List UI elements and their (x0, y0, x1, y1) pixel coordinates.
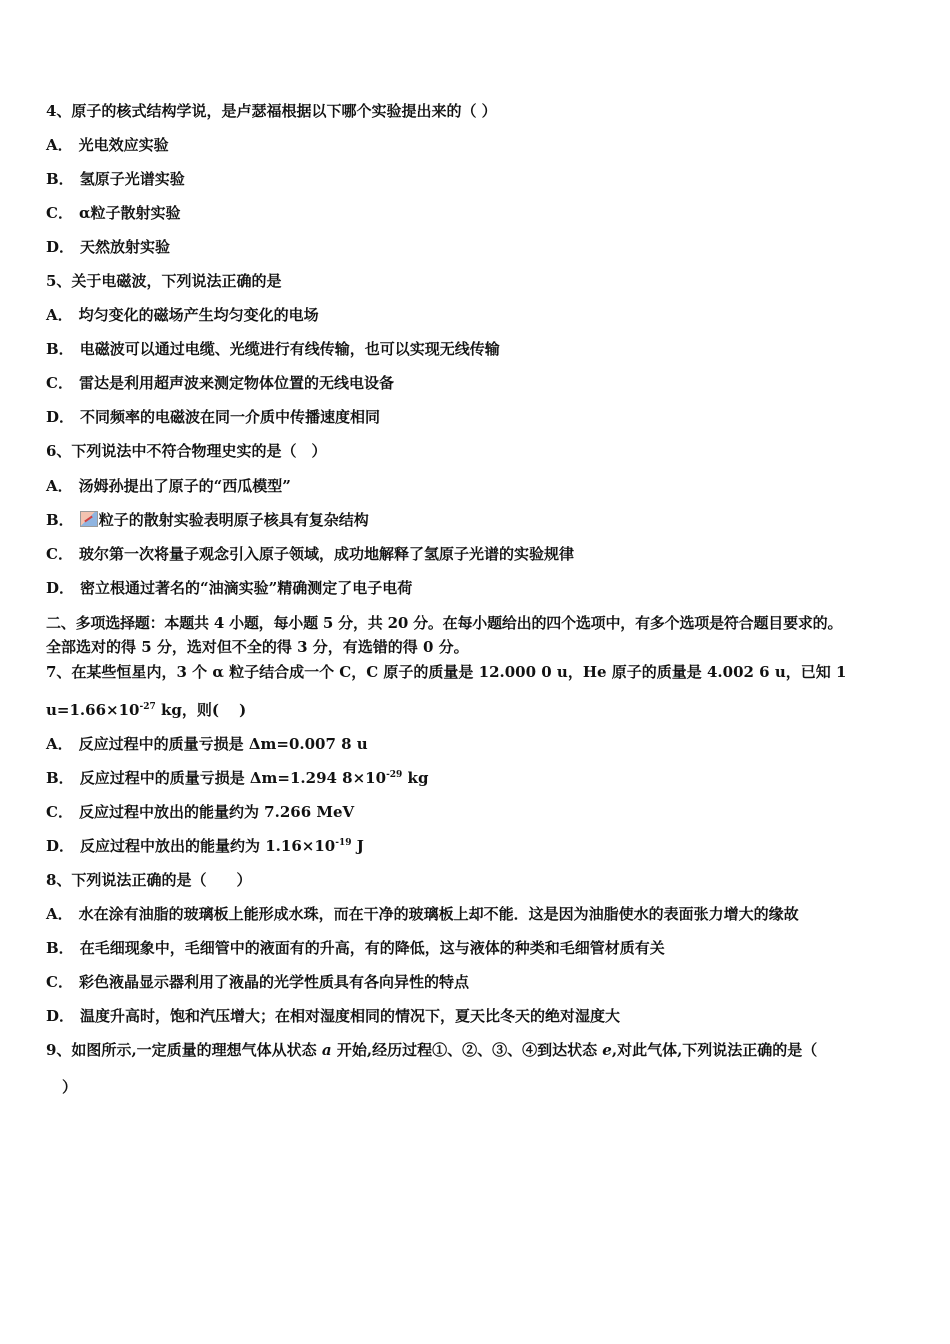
q9-state-a: a (321, 1041, 332, 1059)
option-label: A． (46, 136, 73, 154)
q5-stem: 5、关于电磁波，下列说法正确的是 (46, 272, 282, 290)
option-label: C． (46, 374, 73, 392)
q5-option-d (46, 407, 380, 427)
section2-instructions-line2: 全部选对的得 5 分，选对但不全的得 3 分，有选错的得 0 分。 (46, 638, 469, 656)
q7-stem-text: kg，则( ) (155, 701, 247, 719)
q8-option-d (46, 1006, 620, 1026)
q4-stem: 4、原子的核式结构学说，是卢瑟福根据以下哪个实验提出来的（ ） (46, 102, 497, 120)
q6-option-d (46, 578, 412, 598)
option-text: kg (402, 769, 429, 787)
q9-stem-text: ,对此气体,下列说法正确的是（ (611, 1041, 818, 1059)
option-label: A． (46, 735, 73, 753)
q5-option-c (46, 373, 394, 393)
q7-stem-line2 (46, 700, 246, 720)
q4-option-b (46, 169, 185, 189)
option-text: 密立根通过著名的“油滴实验”精确测定了电子电荷 (80, 579, 413, 597)
option-label: A． (46, 306, 73, 324)
q8-stem: 8、下列说法正确的是（ ） (46, 871, 252, 889)
option-text: 反应过程中放出的能量约为 1.16×10 (80, 837, 336, 855)
q4-option-a (46, 135, 169, 155)
option-label: B． (46, 769, 74, 787)
option-label: D． (46, 238, 75, 256)
q9-state-e: e (602, 1041, 612, 1059)
option-text: 氢原子光谱实验 (79, 170, 185, 188)
q6-stem: 6、下列说法中不符合物理史实的是（ ） (46, 442, 327, 460)
broken-image-icon (80, 511, 98, 527)
option-text: 雷达是利用超声波来测定物体位置的无线电设备 (78, 374, 394, 392)
option-text: 水在涂有油脂的玻璃板上能形成水珠，而在干净的玻璃板上却不能．这是因为油脂使水的表面张力增大的缘故 (78, 905, 799, 923)
option-text: 反应过程中的质量亏损是 Δm=1.294 8×10 (79, 769, 387, 787)
option-label: D． (46, 408, 75, 426)
option-text: 温度升高时，饱和汽压增大；在相对湿度相同的情况下，夏天比冬天的绝对湿度大 (80, 1007, 621, 1025)
q7-option-c (46, 802, 354, 822)
option-exponent: -19 (335, 838, 352, 848)
option-text: 不同频率的电磁波在同一介质中传播速度相同 (80, 408, 381, 426)
option-label: C． (46, 545, 73, 563)
option-label: D． (46, 579, 75, 597)
option-text: 彩色液晶显示器利用了液晶的光学性质具有各向异性的特点 (78, 973, 469, 991)
option-label: C． (46, 204, 73, 222)
option-text: 光电效应实验 (78, 136, 169, 154)
q7-stem-text: u=1.66×10 (46, 701, 140, 719)
option-text: 天然放射实验 (80, 238, 171, 256)
q5-option-b (46, 339, 500, 359)
q7-exponent: -27 (139, 702, 156, 712)
q6-option-a (46, 476, 291, 496)
option-text: 反应过程中的质量亏损是 Δm=0.007 8 u (78, 735, 368, 753)
option-label: A． (46, 477, 73, 495)
option-label: C． (46, 803, 73, 821)
option-text: J (351, 837, 364, 855)
q4-option-c (46, 203, 181, 223)
q8-option-b (46, 938, 665, 958)
q8-option-a (46, 904, 799, 924)
q7-option-d (46, 836, 364, 856)
q6-option-b (46, 510, 369, 530)
option-label: B． (46, 511, 74, 529)
option-text: 反应过程中放出的能量约为 7.266 MeV (78, 803, 355, 821)
q9-stem-line2: ） (62, 1078, 78, 1096)
option-label: B． (46, 170, 74, 188)
q7-option-b (46, 768, 428, 788)
option-exponent: -29 (386, 770, 403, 780)
option-text: 玻尔第一次将量子观念引入原子领域，成功地解释了氢原子光谱的实验规律 (78, 545, 574, 563)
option-text: 在毛细现象中，毛细管中的液面有的升高，有的降低，这与液体的种类和毛细管材质有关 (79, 939, 665, 957)
option-label: B． (46, 340, 74, 358)
q9-stem-text: 开始,经历过程①、②、③、④到达状态 (331, 1041, 603, 1059)
q6-option-c (46, 544, 574, 564)
option-text: 均匀变化的磁场产生均匀变化的电场 (78, 306, 319, 324)
q5-option-a (46, 305, 319, 325)
option-text: 粒子的散射实验表明原子核具有复杂结构 (98, 511, 369, 529)
q8-option-c (46, 972, 469, 992)
q7-stem-line1: 7、在某些恒星内，3 个 α 粒子结合成一个 C，C 原子的质量是 12.000 0 u，He 原子的质量是 4.002 6 u，已知 1 (46, 663, 847, 681)
option-text: 电磁波可以通过电缆、光缆进行有线传输，也可以实现无线传输 (79, 340, 500, 358)
q4-option-d (46, 237, 170, 257)
option-text: 汤姆孙提出了原子的“西瓜模型” (78, 477, 291, 495)
option-label: C． (46, 973, 73, 991)
q9-stem-text: 9、如图所示,一定质量的理想气体从状态 (46, 1041, 322, 1059)
option-label: B． (46, 939, 74, 957)
section2-instructions-line1: 二、多项选择题：本题共 4 小题，每小题 5 分，共 20 分。在每小题给出的四个选项中，有多个选项是符合题目要求的。 (46, 614, 843, 632)
option-label: D． (46, 1007, 75, 1025)
option-label: D． (46, 837, 75, 855)
option-label: A． (46, 905, 73, 923)
q7-option-a (46, 734, 368, 754)
q9-stem (46, 1040, 817, 1060)
option-text: α粒子散射实验 (78, 204, 181, 222)
